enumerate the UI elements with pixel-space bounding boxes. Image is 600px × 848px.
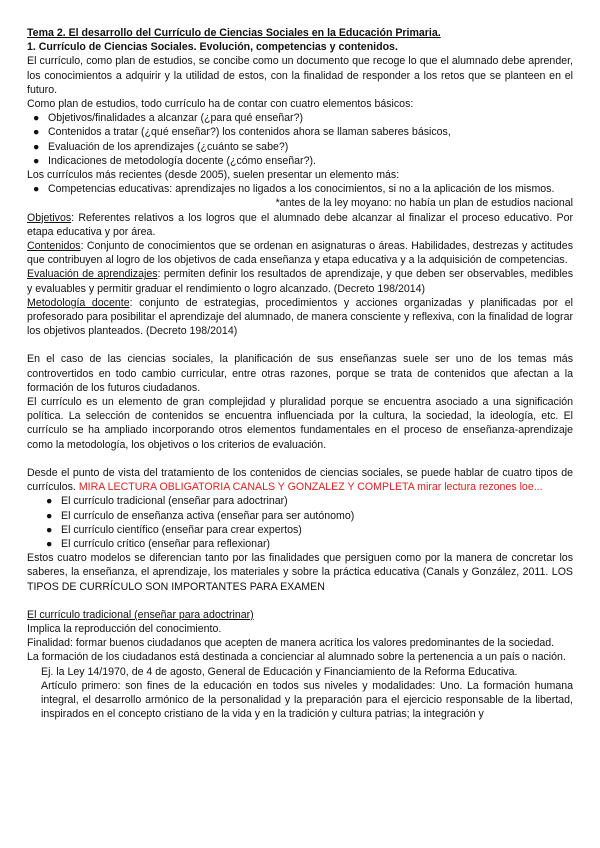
paragraph: La formación de los ciudadanos está destinada a concienciar al alumnado sobre la pertenencia a un país o nación. [27,651,566,664]
paragraph: El currículo, como plan de estudios, se concibe como un documento que recoge lo que el alumnado debe aprender, los conocimientos a adquirir y la utilidad de estos, con la finalidad de responder a los retos que se planteen en el futuro. [27,55,573,96]
paragraph: Como plan de estudios, todo currículo ha de contar con cuatro elementos básicos: [27,98,414,111]
paragraph: Finalidad: formar buenos ciudadanos que acepten de manera acrítica los valores predominantes de la sociedad. [27,637,555,650]
curricula-list [27,494,573,551]
paragraph: En el caso de las ciencias sociales, la planificación de sus enseñanzas suele ser uno de los temas más controvertidos en todo cambio curricular, entre otras razones, porque se trata de contenidos que afectan a la formación de los futuros ciudadanos. [27,353,573,394]
document-page [27,26,573,721]
definition-contenidos: Contenidos: Conjunto de conocimientos que se ordenan en asignaturas o áreas. Habilidades, destrezas y actitudes que contribuyen al logro de los objetivos de cada enseñanza y etapa educativa y a la adquisición de competencias. [27,240,573,267]
elements-list [27,111,573,168]
spacer [27,452,573,466]
bullet-icon: ● [46,509,53,522]
definition-metodologia: Metodología docente: conjunto de estrategias, procedimientos y acciones organizadas y planificadas por el profesorado para posibilitar el aprendizaje del alumnado, de manera consciente y reflexiva, con la finalidad de lograr los objetivos planteados. (Decreto 198/2014) [27,296,573,338]
spacer [27,338,573,352]
list-item: ● Indicaciones de metodología docente (¿cómo enseñar?). [33,154,316,167]
definition-objetivos: Objetivos: Referentes relativos a los logros que el alumnado debe alcanzar al finalizar el proceso educativo. Por etapa educativa y por área. [27,211,573,238]
list-item: ● El currículo tradicional (enseñar para adoctrinar) [46,495,288,508]
paragraph: Implica la reproducción del conocimiento. [27,622,222,635]
list-item: ● Evaluación de los aprendizajes (¿cuánto se sabe?) [33,140,289,153]
list-item: ● Competencias educativas: aprendizajes no ligados a los conocimientos, si no a la aplicación de los mismos. [33,183,555,196]
bullet-icon: ● [33,126,40,139]
bullet-icon: ● [33,112,40,125]
list-item: ● El currículo científico (enseñar para crear expertos) [46,523,302,536]
paragraph: Los currículos más recientes (desde 2005), suelen presentar un elemento más: [27,169,400,182]
list-item: ● Contenidos a tratar (¿qué enseñar?) los contenidos ahora se llaman saberes básicos, [33,126,451,139]
paragraph: Desde el punto de vista del tratamiento de los contenidos de ciencias sociales, se puede hablar de cuatro tipos de currículos. MIRA LECTURA OBLIGATORIA CANALS Y GONZALEZ Y COMPLETA mirar lectura rezones loe... [27,466,573,494]
bullet-icon: ● [33,183,40,196]
spacer [27,594,573,608]
section-heading: 1. Currículo de Ciencias Sociales. Evolución, competencias y contenidos. [27,41,398,54]
section-heading-traditional: El currículo tradicional (enseñar para adoctrinar) [27,608,254,621]
side-note: *antes de la ley moyano: no había un plan de estudios nacional [275,197,573,210]
bullet-icon: ● [46,537,53,550]
list-item: ● El currículo de enseñanza activa (enseñar para ser autónomo) [46,509,355,522]
paragraph: Estos cuatro modelos se diferencian tanto por las finalidades que persiguen como por la manera de concretar los saberes, la enseñanza, el aprendizaje, los materiales y sobre la práctica educativa (Canals y González, 2011. LOS TIPOS DE CURRÍCULO SON IMPORTANTES PARA EXAMEN [27,552,573,593]
example-quote: Artículo primero: son fines de la educación en todos sus niveles y modalidades: Uno. La formación humana integral, el desarrollo armónico de la personalidad y la preparación para el ejercicio responsable de la libertad, inspirados en el concepto cristiano de la vida y en la tradición y cultura patrias; la integración y [41,679,573,721]
bullet-icon: ● [46,495,53,508]
definition-evaluacion: Evaluación de aprendizajes: permiten definir los resultados de aprendizaje, y que deben ser observables, medibles y evaluables y permitir graduar el rendimiento o logro alcanzado. (Decreto 198/2014) [27,268,573,295]
list-item: ● Objetivos/finalidades a alcanzar (¿para qué enseñar?) [33,112,303,125]
bullet-icon: ● [33,140,40,153]
bullet-icon: ● [33,154,40,167]
recent-list [27,182,573,196]
paragraph: El currículo es un elemento de gran complejidad y pluralidad porque se encuentra asociado a una significación política. La selección de contenidos se encuentra influenciada por la cultura, la sociedad, la ideología, etc. El currículo se ha ampliado incorporando otros elementos fundamentales en el proceso de enseñanza-aprendizaje como la metodología, los objetivos o los criterios de evaluación. [27,396,573,451]
document-title: Tema 2. El desarrollo del Currículo de Ciencias Sociales en la Educación Primaria. [27,27,441,39]
list-item: ● El currículo crítico (enseñar para reflexionar) [46,537,271,550]
example: Ej. la Ley 14/1970, de 4 de agosto, General de Educación y Financiamiento de la Reforma Educativa. [41,665,518,678]
highlight-note: MIRA LECTURA OBLIGATORIA CANALS Y GONZALEZ Y COMPLETA mirar lectura rezones loe... [78,481,543,494]
bullet-icon: ● [46,523,53,536]
